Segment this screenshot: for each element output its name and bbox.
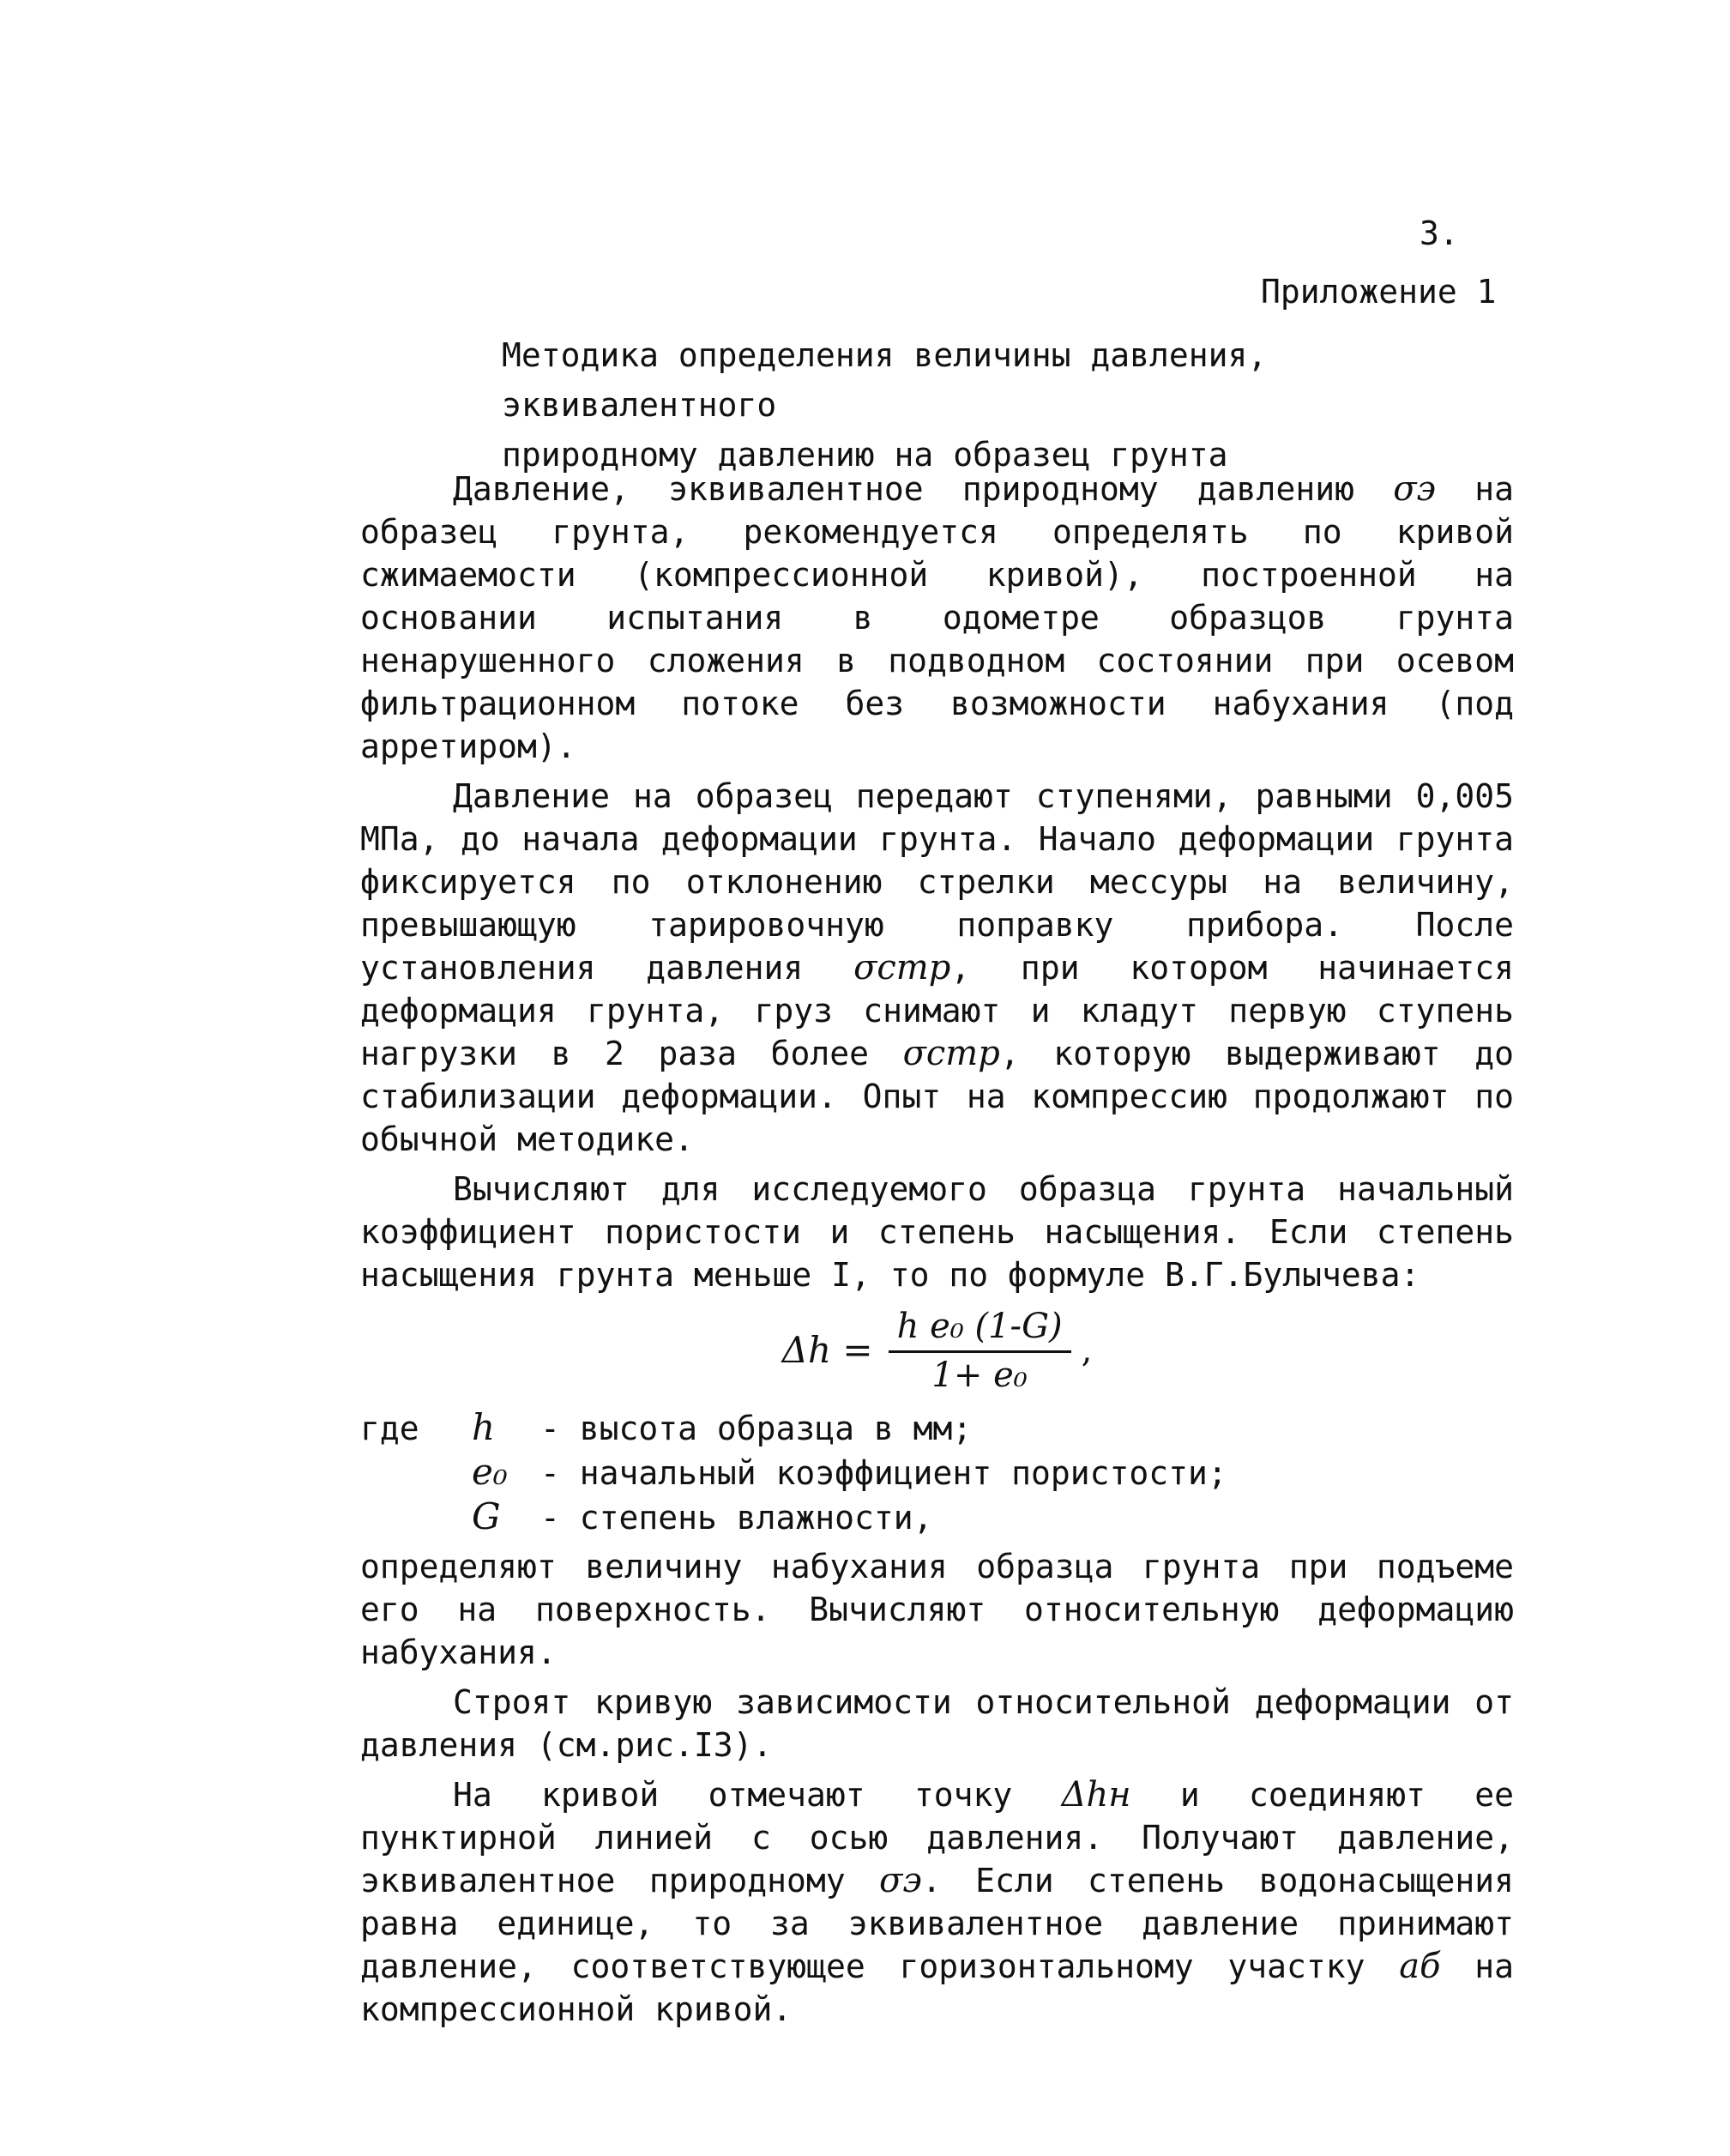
legend-row bbox=[360, 1495, 1514, 1540]
formula-comma: , bbox=[1081, 1331, 1093, 1370]
legend-symbol: h bbox=[472, 1406, 496, 1448]
legend-description: - степень влажности, bbox=[540, 1499, 933, 1537]
sigma-str-symbol-2: σстр bbox=[902, 1034, 1000, 1073]
paragraph-3: Вычисляют для исследуемого образца грунта начальный коэффициент пористости и степень насыщения. Если степень насыщения грунта меньше I, то по формуле В.Г.Булычева: bbox=[360, 1170, 1514, 1294]
p2-text-b: , при котором начинается деформация грунта, груз снимают и кладут первую ступень нагрузки в 2 раза более bbox=[360, 949, 1514, 1072]
formula-lhs: Δh = bbox=[781, 1329, 873, 1371]
document-heading bbox=[502, 330, 1497, 480]
delta-h-symbol: Δhн bbox=[1061, 1775, 1131, 1815]
body-text bbox=[360, 468, 1514, 2038]
legend-description: - высота образца в мм; bbox=[540, 1410, 973, 1447]
sigma-str-symbol: σстр bbox=[853, 948, 951, 987]
formula-legend bbox=[360, 1406, 1514, 1540]
appendix-label: Приложение 1 bbox=[1261, 273, 1497, 311]
p2-text-c: , которую выдерживают до стабилизации деформации. Опыт на компрессию продолжают по обычной методике. bbox=[360, 1035, 1514, 1158]
formula-numerator: h e₀ (1-G) bbox=[889, 1304, 1071, 1353]
legend-description: - начальный коэффициент пористости; bbox=[540, 1454, 1227, 1492]
heading-line-2: природному давлению на образец грунта bbox=[502, 436, 1228, 474]
bulychev-formula bbox=[360, 1303, 1514, 1398]
formula-denominator: 1+ e₀ bbox=[931, 1355, 1028, 1395]
p1-text-b: на образец грунта, рекомендуется определять по кривой сжимаемости (компрессионной кривой), построенной на основании испытания в одометре образцов грунта ненарушенного сложения в подводном состоянии при осевом фильтрационном потоке без возможности набухания (под арретиром). bbox=[360, 470, 1514, 765]
paragraph-4: определяют величину набухания образца грунта при подъеме его на поверхность. Вычисляют относительную деформацию набухания. bbox=[360, 1548, 1514, 1671]
legend-where: где bbox=[360, 1410, 419, 1447]
legend-symbol: e₀ bbox=[472, 1451, 508, 1493]
page-number: 3. bbox=[1420, 214, 1459, 252]
legend-row bbox=[360, 1451, 1514, 1495]
heading-line-1: Методика определения величины давления, эквивалентного bbox=[502, 336, 1268, 424]
paragraph-1 bbox=[360, 468, 1514, 768]
p6-text-c: . Если степень водонасыщения равна единице, то за эквивалентное давление принимают давление, соответствующее горизонтальному участку bbox=[360, 1862, 1514, 1985]
p1-text-a: Давление, эквивалентное природному давлению bbox=[453, 470, 1394, 508]
legend-symbol: G bbox=[472, 1495, 501, 1537]
p6-text-b: и соединяют ее пунктирной линией с осью давления. Получают давление, эквивалентное природному bbox=[360, 1776, 1514, 1899]
p2-text-a: Давление на образец передают ступенями, равными 0,005 МПа, до начала деформации грунта. Начало деформации грунта фиксируется по отклонению стрелки мессуры на величину, превышающую тарировочную поправку прибора. После установления давления bbox=[360, 777, 1514, 987]
paragraph-6 bbox=[360, 1773, 1514, 2031]
paragraph-5: Строят кривую зависимости относительной деформации от давления (см.рис.I3). bbox=[360, 1683, 1514, 1764]
sigma-e-symbol: σэ bbox=[1393, 469, 1436, 509]
formula-fraction bbox=[889, 1304, 1071, 1398]
sigma-e-symbol-2: σэ bbox=[879, 1861, 922, 1900]
paragraph-2 bbox=[360, 775, 1514, 1161]
p6-text-a: На кривой отмечают точку bbox=[453, 1776, 1062, 1814]
segment-ab-symbol: аб bbox=[1399, 1947, 1441, 1986]
p6-text-d: на компрессионной кривой. bbox=[360, 1948, 1514, 2028]
legend-row bbox=[360, 1406, 1514, 1451]
